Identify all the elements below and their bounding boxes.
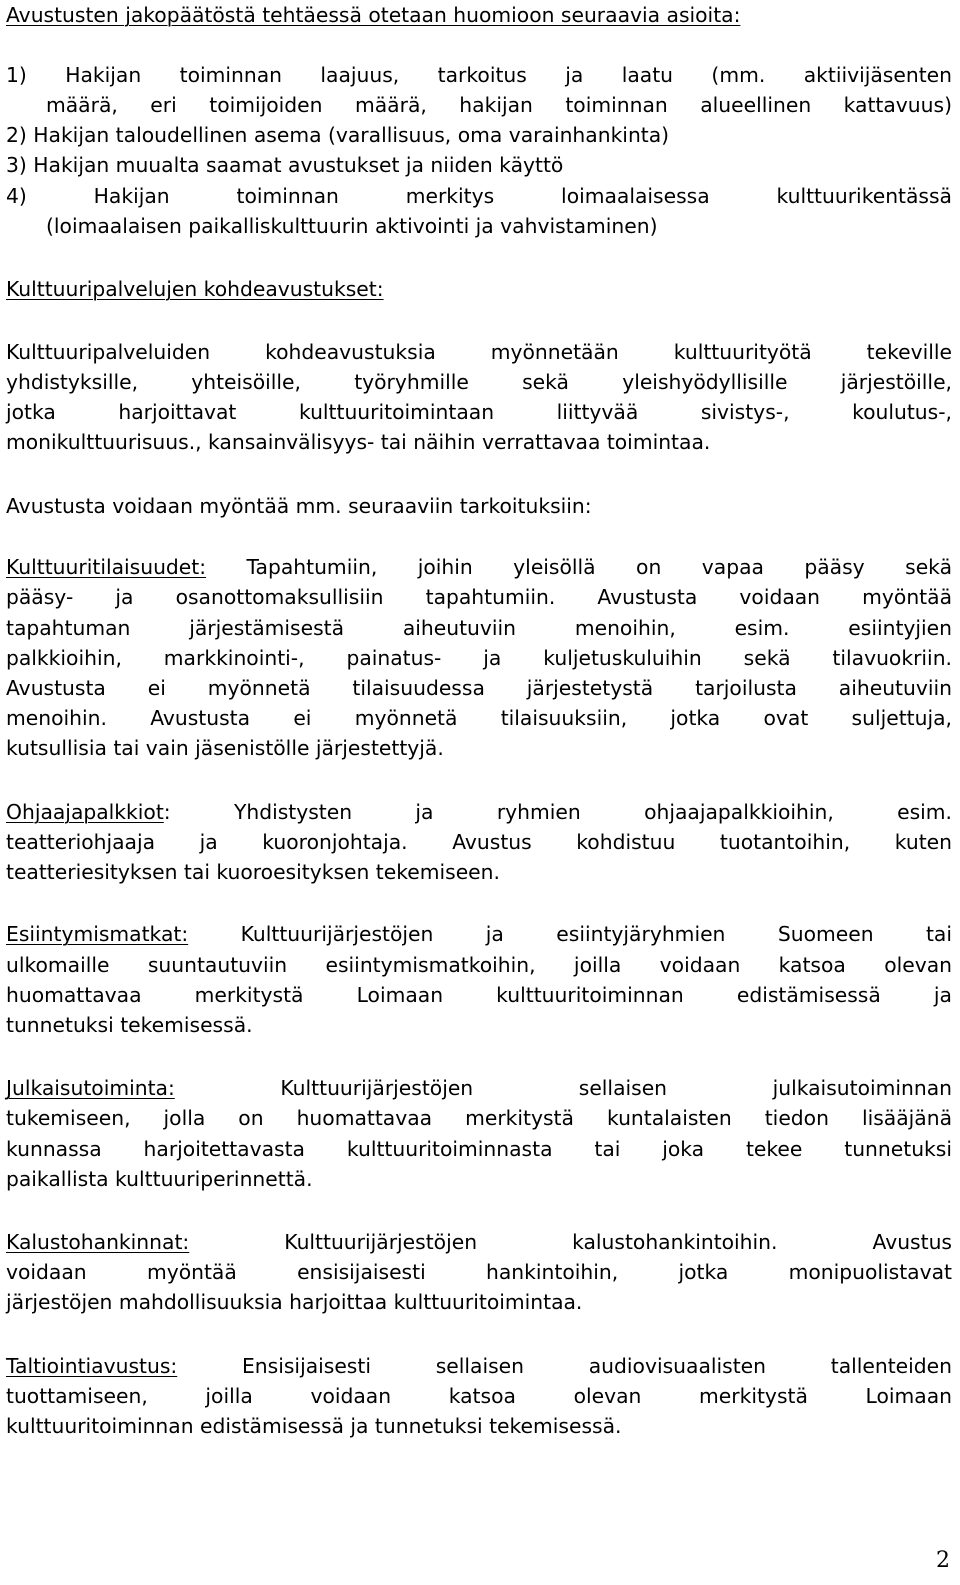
purpose-line: Avustusta ei myönnetä tilaisuudessa järjestetystä tarjoilusta aiheutuviin [6, 676, 952, 700]
purpose-title: Kulttuuritilaisuudet: [6, 555, 207, 579]
purpose-line: teatteriohjaaja ja kuoronjohtaja. Avustus kohdistuu tuotantoihin, kuten [6, 830, 952, 854]
intro-line: Avustusten jakopäätöstä tehtäessä otetaan huomioon seuraavia asioita: [6, 3, 741, 27]
purpose-performance-trips-first-line: Esiintymismatkat: Kulttuurijärjestöjen ja esiintyjäryhmien Suomeen tai [6, 922, 952, 946]
section-heading: Kulttuuripalvelujen kohdeavustukset: [6, 277, 384, 301]
purpose-equipment-first-line: Kalustohankinnat: Kulttuurijärjestöjen kalustohankintoihin. Avustus [6, 1230, 952, 1254]
section-paragraph-line: monikulttuurisuus., kansainvälisyys- tai näihin verrattavaa toimintaa. [6, 430, 711, 454]
purpose-line: paikallista kulttuuriperinnettä. [6, 1167, 313, 1191]
purpose-line: ulkomaille suuntautuviin esiintymismatkoihin, joilla voidaan katsoa olevan [6, 953, 952, 977]
purpose-line: tapahtuman järjestämisestä aiheutuviin menoihin, esim. esiintyjien [6, 616, 952, 640]
purposes-intro: Avustusta voidaan myöntää mm. seuraaviin tarkoituksiin: [6, 494, 592, 518]
section-paragraph-line: yhdistyksille, yhteisöille, työryhmille sekä yleishyödyllisille järjestöille, [6, 370, 952, 394]
purpose-line: tukemiseen, jolla on huomattavaa merkitystä kuntalaisten tiedon lisääjänä [6, 1106, 952, 1130]
purpose-line: voidaan myöntää ensisijaisesti hankintoihin, jotka monipuolistavat [6, 1260, 952, 1284]
criterion-2: 2) Hakijan taloudellinen asema (varallisuus, oma varainhankinta) [6, 123, 670, 147]
purpose-title: Kalustohankinnat: [6, 1230, 190, 1254]
purpose-line: palkkioihin, markkinointi-, painatus- ja kuljetuskuluihin sekä tilavuokriin. [6, 646, 952, 670]
criterion-4-line-1: 4) Hakijan toiminnan merkitys loimaalaisessa kulttuurikentässä [6, 184, 952, 208]
purpose-line: teatteriesityksen tai kuoroesityksen tekemiseen. [6, 860, 500, 884]
purpose-publishing-first-line: Julkaisutoiminta: Kulttuurijärjestöjen sellaisen julkaisutoiminnan [6, 1076, 952, 1100]
purpose-recording-first-line: Taltiointiavustus: Ensisijaisesti sellaisen audiovisuaalisten tallenteiden [6, 1354, 952, 1378]
purpose-line: järjestöjen mahdollisuuksia harjoittaa kulttuuritoimintaa. [6, 1290, 583, 1314]
section-paragraph-line: jotka harjoittavat kulttuuritoimintaan liittyvää sivistys-, koulutus-, [6, 400, 952, 424]
purpose-line: kulttuuritoiminnan edistämisessä ja tunnetuksi tekemisessä. [6, 1414, 622, 1438]
purpose-line: tunnetuksi tekemisessä. [6, 1013, 253, 1037]
purpose-cultural-events-first-line: Kulttuuritilaisuudet: Tapahtumiin, joihin yleisöllä on vapaa pääsy sekä [6, 555, 952, 579]
purpose-title: Ohjaajapalkkiot [6, 800, 164, 824]
purpose-title: Taltiointiavustus: [6, 1354, 178, 1378]
purpose-line: kutsullisia tai vain jäsenistölle järjestettyjä. [6, 736, 444, 760]
criterion-1-line-2: määrä, eri toimijoiden määrä, hakijan toiminnan alueellinen kattavuus) [46, 93, 952, 117]
purpose-line: pääsy- ja osanottomaksullisiin tapahtumiin. Avustusta voidaan myöntää [6, 585, 952, 609]
purpose-line: tuottamiseen, joilla voidaan katsoa olevan merkitystä Loimaan [6, 1384, 952, 1408]
purpose-line: menoihin. Avustusta ei myönnetä tilaisuuksiin, jotka ovat suljettuja, [6, 706, 952, 730]
purpose-instructor-fees-first-line: Ohjaajapalkkiot: Yhdistysten ja ryhmien ohjaajapalkkioihin, esim. [6, 800, 952, 824]
purpose-title: Julkaisutoiminta: [6, 1076, 175, 1100]
criterion-1-line-1: 1) Hakijan toiminnan laajuus, tarkoitus ja laatu (mm. aktiivijäsenten [6, 63, 952, 87]
page-number: 2 [936, 1548, 950, 1573]
criterion-3: 3) Hakijan muualta saamat avustukset ja niiden käyttö [6, 153, 564, 177]
criterion-4-line-2: (loimaalaisen paikalliskulttuurin aktivointi ja vahvistaminen) [46, 214, 658, 238]
section-paragraph-line: Kulttuuripalveluiden kohdeavustuksia myönnetään kulttuurityötä tekeville [6, 340, 952, 364]
purpose-line: huomattavaa merkitystä Loimaan kulttuuritoiminnan edistämisessä ja [6, 983, 952, 1007]
purpose-line: kunnassa harjoitettavasta kulttuuritoiminnasta tai joka tekee tunnetuksi [6, 1137, 952, 1161]
purpose-title: Esiintymismatkat: [6, 922, 189, 946]
